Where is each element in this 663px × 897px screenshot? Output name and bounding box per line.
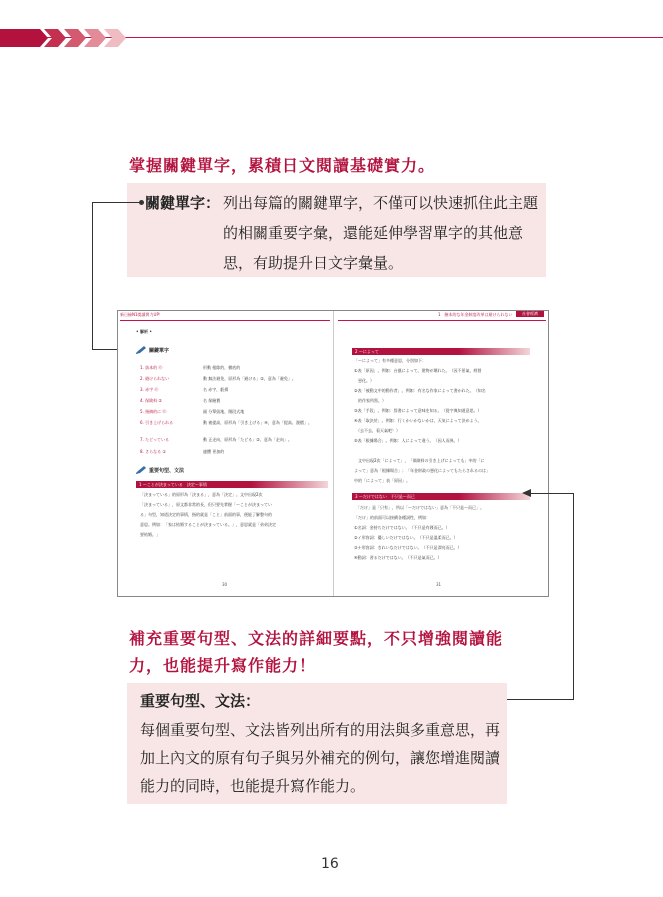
- grammar3-line-5: ③ナ形容詞：きれいなだけではない。（不只是漂亮而已。）: [354, 545, 462, 550]
- vocab-def-6: 動 被提高，原形為「引き上げる」④，意為「提高、漲價」。: [203, 420, 312, 425]
- section1-line-3: 思，有助提升日文字彙量。: [223, 254, 404, 272]
- left-subhead: • 解析 •: [136, 329, 152, 334]
- grammar2-line-3: 惡化。）: [354, 378, 374, 383]
- left-rule: [120, 320, 330, 321]
- book-spread-image: [117, 310, 549, 597]
- vocab-word-8: 8. さらなる ①: [140, 449, 166, 454]
- vocab-def-2: 動 無法避免，原形為「避ける」②，意為「避免」。: [203, 376, 296, 381]
- right-rule: [338, 320, 546, 321]
- vocab-def-5: 副 分單級地，階段式地: [203, 409, 245, 414]
- vocab-word-6: 6. 引き上げられる: [140, 420, 174, 425]
- grammar2-line-1: 「～によって」有多種意思，分別如下：: [354, 358, 426, 363]
- section2-heading-line-1: 補充重要句型、文法的詳細要點，不只增強閱讀能: [129, 629, 504, 648]
- vocab-word-4: 4. 保険料 ②: [140, 398, 162, 403]
- vocab-def-4: 名 保險費: [203, 398, 221, 403]
- spread-fold: [333, 311, 334, 596]
- section2-label: 重要句型、文法：: [140, 692, 261, 710]
- grammar1-bar: 1 ～ことが決まっている 決定～事情: [136, 481, 328, 488]
- grammar2-line-4: ②表「被動文中的動作者」。例如：有名な作家によって書かれた。（知名: [354, 388, 486, 393]
- grammar2-line-9: ⑤表「根據場合」。例如：人によって違う。（因人而異。）: [354, 438, 462, 443]
- left-page-number: 30: [222, 582, 228, 587]
- pencil-icon: [136, 346, 146, 354]
- grammar3-line-1: 「だけ」是「只有」，所以「～だけではない」意為「不只是～而已」。: [354, 505, 484, 510]
- vocab-title: 關鍵單字: [149, 348, 170, 354]
- page-number: 16: [321, 856, 339, 872]
- vocab-word-5: 5. 指摘的に ⓪: [140, 409, 167, 414]
- section2-line-1: 每個重要句型、文法皆列出所有的用法與多重意思，再: [140, 721, 501, 739]
- section1-line-2: 的相關重要字彙，還能延伸學習單字的其他意: [223, 224, 524, 242]
- connector-line-1a: [92, 202, 140, 203]
- grammar1-line-3: る」句型，知道決定的事情，指的就是「こと」前面的事，便能了解整句的: [140, 512, 272, 517]
- grammar2-line-12: よって」意為「根據場合」；「年金財政の悪化によってもたらされるのは」: [354, 468, 490, 473]
- vocab-def-3: 名 赤字，虧損: [203, 387, 229, 392]
- grammar2-line-5: 的作家所寫。）: [354, 398, 386, 403]
- grammar1-line-2: 「決まっている」，原文都非常的長，但只要先掌握「～ことが決まってい: [140, 502, 272, 507]
- vocab-word-1: 1. 抜本的 ⓪: [140, 365, 163, 370]
- grammar2-line-13: 中的「によって」表「原因」。: [354, 478, 410, 483]
- grammar3-bar: 3 ～だけではない 不只是～而已: [352, 493, 530, 500]
- vocab-def-1: 形動 根除的，徹底的: [203, 365, 241, 370]
- grammar2-line-8: （去不去，看天氣吧！）: [354, 428, 400, 433]
- vocab-word-2: 2. 避けられない: [140, 376, 170, 381]
- vocab-word-7: 7. たどっている: [140, 437, 170, 442]
- section2-line-3: 能力的同時，也能提升寫作能力。: [140, 777, 366, 795]
- grammar2-line-6: ③表「手段」。例如：辞書によって意味を知る。（從字典知道意思。）: [354, 408, 482, 413]
- section1-label: 關鍵單字：: [145, 194, 221, 212]
- grammar-title: 重要句型、文法: [149, 468, 185, 474]
- vocab-def-7: 動 正走向，原形為「たどる」②，意為「走向」。: [203, 437, 292, 442]
- pencil-icon-2: [136, 466, 146, 474]
- connector-line-1b: [92, 202, 93, 349]
- connector-line-2b: [573, 493, 574, 699]
- vocab-word-3: 3. 赤字 ⓪: [140, 387, 159, 392]
- section1-line-1: 列出每篇的關鍵單字，不僅可以快速抓住此主題: [223, 194, 539, 212]
- grammar2-line-11: 文中出現2次「によって」，「保険料の引き上げによっても」中的「に: [354, 458, 485, 463]
- right-page-number: 31: [436, 582, 442, 587]
- section1-heading: 掌握關鍵單字，累積日文閱讀基礎實力。: [129, 156, 436, 175]
- grammar1-line-4: 意思。例如：「家は結婚することが決まっている。」，意思就是「弟弟決定: [140, 522, 276, 527]
- grammar1-line-5: 要結婚。」: [140, 532, 160, 537]
- grammar3-line-6: ④動詞：習るだけではない。（不只是氣而已。）: [354, 555, 442, 560]
- grammar2-line-7: ④表「取決於」。例如：行くかいかないかは、天気によって決めよう。: [354, 418, 482, 423]
- left-running-head: 新日檢N1閱讀實力UP！: [120, 312, 163, 317]
- section2-heading-line-2: 力，也能提升寫作能力！: [129, 656, 317, 675]
- chevron-arrows-icon: [0, 29, 140, 47]
- right-tag: 社會經濟: [516, 311, 544, 317]
- grammar3-line-4: ②イ形容詞：優しいだけではない。（不只是溫柔而已。）: [354, 535, 458, 540]
- connector-line-2a: [530, 493, 574, 494]
- grammar2-bar: 2 ～によって: [352, 348, 530, 355]
- grammar3-line-2: 「だけ」的前面可以接續各種詞性，例如：: [354, 515, 430, 520]
- grammar1-line-1: 「決まっている」的原形為「決まる」，意為「決定」。文中出現2次: [140, 492, 263, 497]
- right-running-head: 1 臉本的な年金制度改革は避けられない: [438, 312, 513, 317]
- section2-line-2: 加上內文的原有句子與另外補充的例句，讓您增進閱讀: [140, 749, 501, 767]
- grammar3-line-3: ①名詞：金持ちだけではない。（不只是有錢而已。）: [354, 525, 450, 530]
- vocab-def-8: 連體 更加的: [203, 449, 225, 454]
- grammar2-line-2: ①表「原因」。例如：台風によって、建物が壊れた。（因不景氣，經營: [354, 368, 482, 373]
